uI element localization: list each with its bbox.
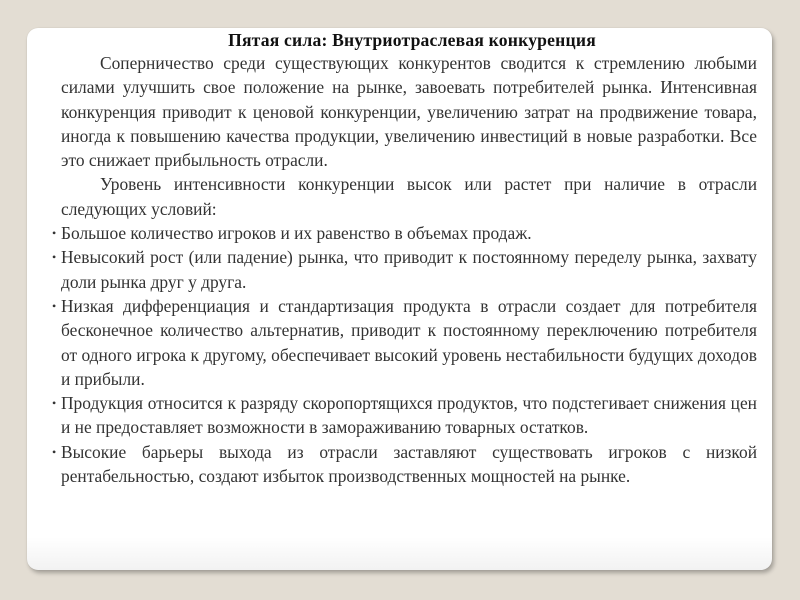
list-item bbox=[52, 221, 757, 245]
list-item bbox=[52, 391, 757, 440]
conditions-list bbox=[52, 221, 757, 488]
bullet-icon: • bbox=[52, 250, 57, 265]
list-item bbox=[52, 245, 757, 294]
list-item-text: Продукция относится к разряду скоропортящихся продуктов, что подстегивает снижения цен и не предоставляет возможности в замораживанию товарных остатков. bbox=[61, 393, 757, 438]
slide-content bbox=[52, 29, 757, 488]
slide-title: Пятая сила: Внутриотраслевая конкуренция bbox=[228, 30, 596, 50]
paragraph-rivalry: Соперничество среди существующих конкурентов сводится к стремлению любыми силами улучшить свое положение на рынке, завоевать потребителей рынка. Интенсивная конкуренция приводит к ценовой конкуренции, увеличению затрат на продвижение товара, иногда к повышению качества продукции, увеличению инвестиций в новые разработки. Все это снижает прибыльность отрасли. bbox=[61, 53, 757, 171]
list-item bbox=[52, 294, 757, 391]
bullet-icon: • bbox=[52, 298, 57, 313]
list-item-text: Высокие барьеры выхода из отрасли заставляют существовать игроков с низкой рентабельностью, создают избыток производственных мощностей на рынке. bbox=[61, 441, 757, 487]
bullet-icon: • bbox=[52, 444, 57, 459]
bullet-icon: • bbox=[52, 396, 57, 411]
list-item-text: Невысокий рост (или падение) рынка, что приводит к постоянному переделу рынка, захвату доли рынка друг у друга. bbox=[61, 247, 757, 292]
list-item-text: Большое количество игроков и их равенство в объемах продаж. bbox=[61, 223, 532, 244]
paragraph-intensity: Уровень интенсивности конкуренции высок или растет при наличие в отрасли следующих условий: bbox=[61, 174, 757, 219]
list-item-text: Низкая дифференциация и стандартизация продукта в отрасли создает для потребителя бесконечное количество альтернатив, приводит к постоянному переключению потребителя от одного игрока к другому, обеспечивает высокий уровень нестабильности будущих доходов и прибыли. bbox=[61, 295, 757, 389]
list-item bbox=[52, 440, 757, 489]
bullet-icon: • bbox=[52, 226, 57, 241]
